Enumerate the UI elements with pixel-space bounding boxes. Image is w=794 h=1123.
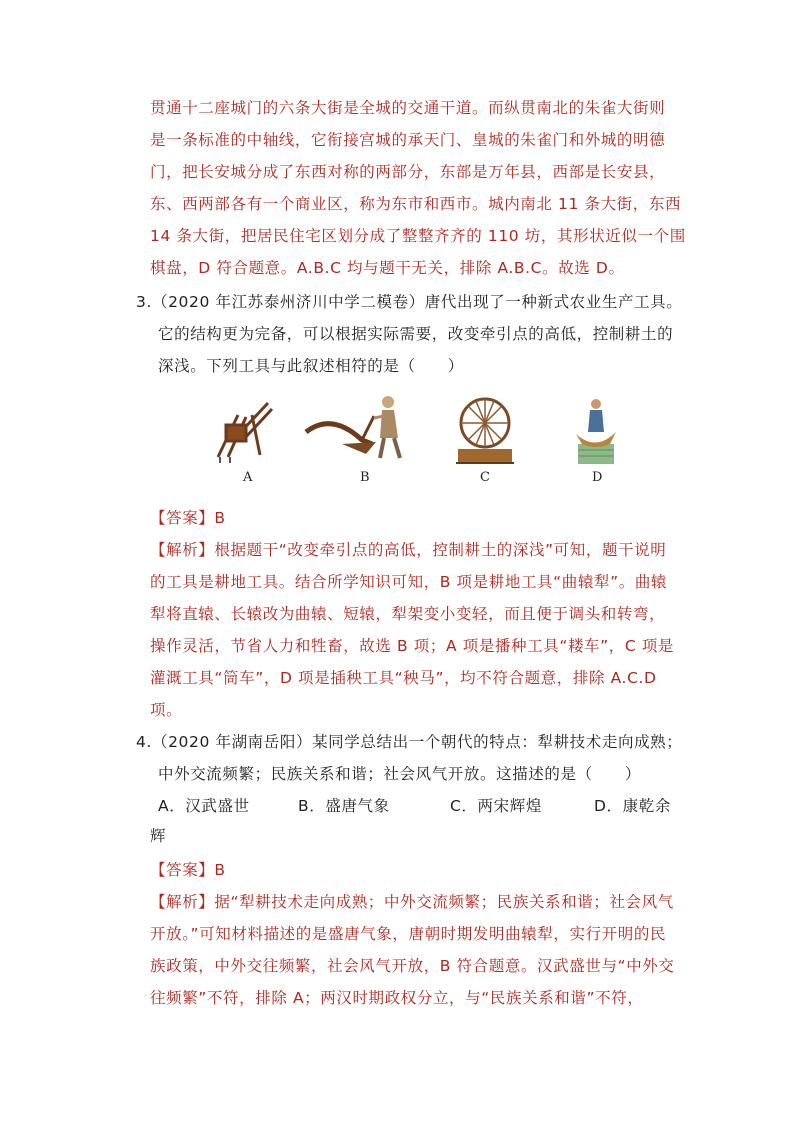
figure-label-a: A xyxy=(243,470,253,485)
analysis-line xyxy=(150,892,674,912)
option-d: D．康乾余 xyxy=(594,797,671,815)
passage-line: 东、西两部各有一个商业区，称为东市和西市。城内南北 11 条大街，东西 xyxy=(150,195,682,213)
question-text: （2020 年湖南岳阳）某同学总结出一个朝代的特点：犁耕技术走向成熟； xyxy=(152,733,683,751)
figure-label-c: C xyxy=(480,470,490,485)
option-d-wrap: 辉 xyxy=(150,827,167,845)
option-c: C．两宋辉煌 xyxy=(450,797,542,815)
question-4-line-2: 中外交流频繁；民族关系和谐；社会风气开放。这描述的是（ ） xyxy=(158,765,642,783)
answer-value: B xyxy=(214,861,226,879)
option-a: A．汉武盛世 xyxy=(158,797,250,815)
analysis-line xyxy=(150,540,666,560)
answer-value: B xyxy=(214,509,226,527)
question-4-line-1 xyxy=(136,732,682,752)
figure-label-d: D xyxy=(592,470,603,485)
question-text: （2020 年江苏泰州济川中学二模卷）唐代出现了一种新式农业生产工具。 xyxy=(152,293,683,311)
question-number: 3. xyxy=(136,293,152,311)
answer-tag: 【答案】 xyxy=(150,861,215,879)
answer-tag: 【答案】 xyxy=(150,509,215,527)
answer-line xyxy=(150,860,226,880)
figure-label-b: B xyxy=(360,470,370,485)
analysis-tag: 【解析】 xyxy=(150,541,215,559)
option-b: B．盛唐气象 xyxy=(298,797,390,815)
passage-line: 门，把长安城分成了东西对称的两部分，东部是万年县，西部是长安县， xyxy=(150,163,666,181)
analysis-line: 项。 xyxy=(150,701,183,719)
analysis-text: 根据题干“改变牵引点的高低，控制耕土的深浅”可知，题干说明 xyxy=(214,541,667,559)
analysis-tag: 【解析】 xyxy=(150,893,215,911)
analysis-line: 族政策，中外交往频繁，社会风气开放，B 符合题意。汉武盛世与“中外交 xyxy=(150,957,675,975)
passage-line: 是一条标准的中轴线，它衔接宫城的承天门、皇城的朱雀门和外城的明德 xyxy=(150,131,666,149)
analysis-line: 往频繁”不符，排除 A；两汉时期政权分立，与“民族关系和谐”不符， xyxy=(150,989,644,1007)
question-3-line-3: 深浅。下列工具与此叙述相符的是（ ） xyxy=(158,357,464,375)
analysis-line: 开放。”可知材料描述的是盛唐气象，唐朝时期发明曲辕犁，实行开明的民 xyxy=(150,925,667,943)
answer-line xyxy=(150,508,226,528)
water-wheel-figure xyxy=(454,393,516,465)
passage-line: 14 条大街，把居民住宅区划分成了整整齐齐的 110 坊，其形状近似一个围 xyxy=(150,227,686,245)
passage-line: 棋盘，D 符合题意。A.B.C 均与题干无关，排除 A.B.C。故选 D。 xyxy=(150,259,625,277)
question-number: 4. xyxy=(136,733,152,751)
passage-line: 贯通十二座城门的六条大街是全城的交通干道。而纵贯南北的朱雀大街则 xyxy=(150,99,666,117)
rice-seedling-horse-figure xyxy=(574,394,618,466)
analysis-line: 犁将直辕、长辕改为曲辕、短辕，犁架变小变轻，而且便于调头和转弯， xyxy=(150,605,666,623)
question-3-line-1 xyxy=(136,292,682,312)
curved-plough-figure xyxy=(302,392,410,464)
analysis-line: 的工具是耕地工具。结合所学知识可知，B 项是耕地工具“曲辕犁”。曲辕 xyxy=(150,573,668,591)
analysis-line: 灌溉工具“筒车”，D 项是插秧工具“秧马”，均不符合题意，排除 A.C.D xyxy=(150,669,657,687)
seed-drill-figure xyxy=(208,395,278,465)
question-3-line-2: 它的结构更为完备，可以根据实际需要，改变牵引点的高低，控制耕土的 xyxy=(158,325,674,343)
analysis-line: 操作灵活，节省人力和牲畜，故选 B 项；A 项是播种工具“耧车”，C 项是 xyxy=(150,637,675,655)
analysis-text: 据“犁耕技术走向成熟；中外交流频繁；民族关系和谐；社会风气 xyxy=(214,893,674,911)
